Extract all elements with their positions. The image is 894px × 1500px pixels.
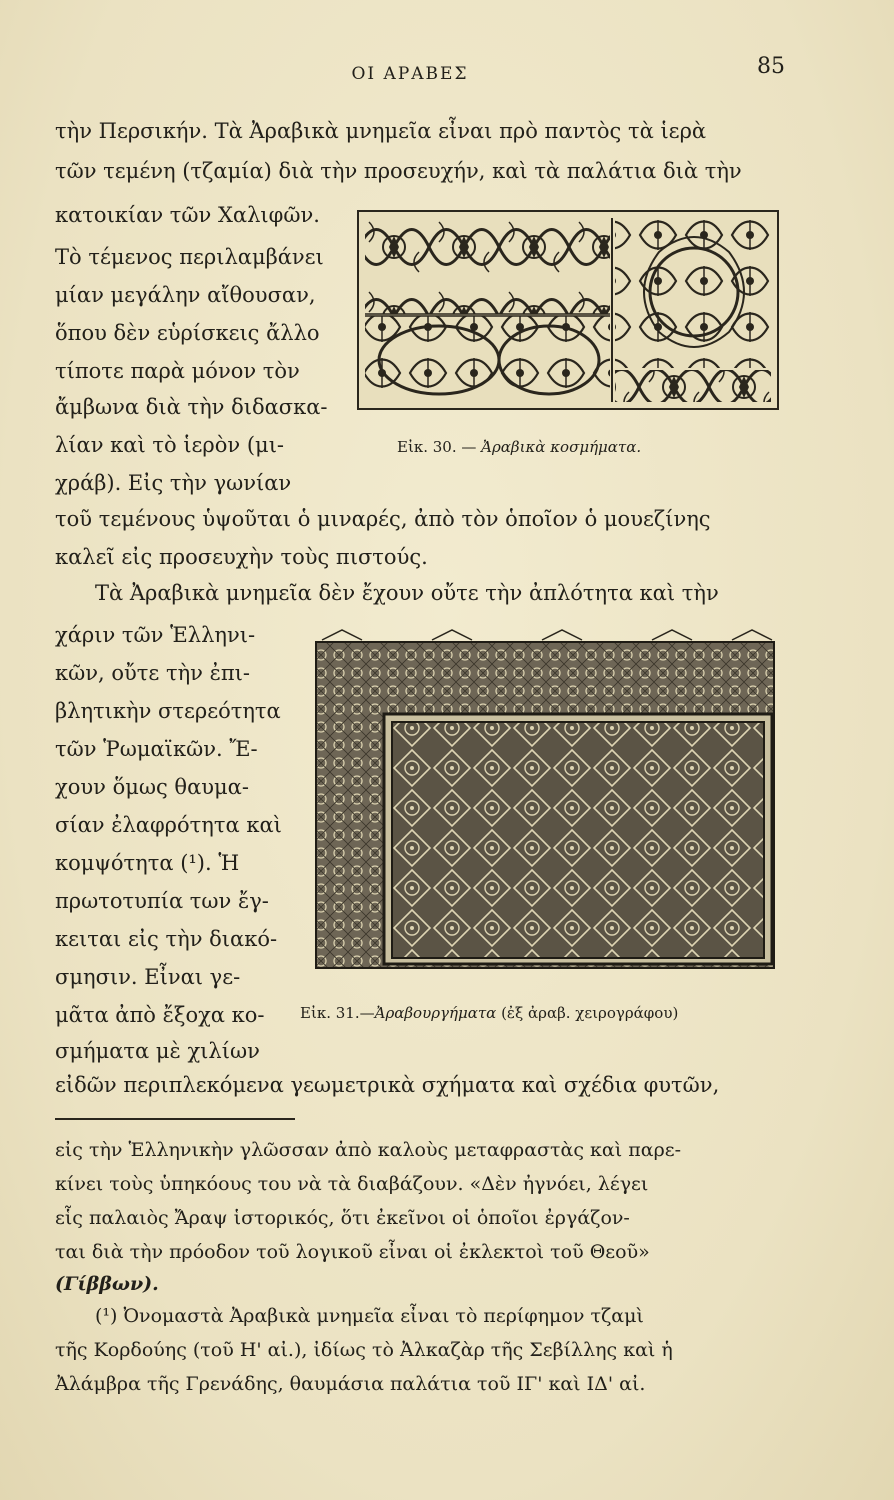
body-line: χάριν τῶν Ἑλληνι- <box>55 623 256 647</box>
body-line: λίαν καὶ τὸ ἱερὸν (μι- <box>55 433 285 457</box>
body-line: χουν ὅμως θαυμα- <box>55 775 249 799</box>
body-line: τὴν Περσικήν. Τὰ Ἀραβικὰ μνημεῖα εἶναι πρὸ παντὸς τὰ ἱερὰ <box>55 119 707 143</box>
body-line: καλεῖ εἰς προσευχὴν τοὺς πιστούς. <box>55 545 428 569</box>
footnote-line: Ἀλάμβρα τῆς Γρενάδης, θαυμάσια παλάτια τοῦ ΙΓ' καὶ ΙΔ' αἰ. <box>55 1373 646 1395</box>
footnote-line: εἷς παλαιὸς Ἄραψ ἱστορικός, ὅτι ἐκεῖνοι οἱ ὁποῖοι ἐργάζον- <box>55 1207 630 1229</box>
arabesque-ornament-image <box>359 212 777 408</box>
body-line: Τὸ τέμενος περιλαμβάνει <box>55 245 324 269</box>
body-line: σμήματα μὲ χιλίων <box>55 1039 260 1063</box>
page-number: 85 <box>757 54 785 79</box>
body-line: ἄμβωνα διὰ τὴν διδασκα- <box>55 395 328 419</box>
body-line: σμησιν. Εἶναι γε- <box>55 965 241 989</box>
body-line: πρωτοτυπία των ἔγ- <box>55 889 269 913</box>
figure-30-ornament <box>357 210 779 410</box>
footnote-rule <box>55 1118 295 1120</box>
body-line: τοῦ τεμένους ὑψοῦται ὁ μιναρές, ἀπὸ τὸν ὁποῖον ὁ μουεζίνης <box>55 507 711 531</box>
footnote-attribution: (Γίββων). <box>55 1273 159 1295</box>
body-line: κῶν, οὔτε τὴν ἐπι- <box>55 661 250 685</box>
figure-31-source: (ἐξ ἀραβ. χειρογράφου) <box>501 1004 679 1022</box>
footnote-line: κίνει τοὺς ὑπηκόους του νὰ τὰ διαβάζουν. «Δὲν ἠγνόει, λέγει <box>55 1173 649 1195</box>
footnote-line: ται διὰ τὴν πρόοδον τοῦ λογικοῦ εἶναι οἱ ἐκλεκτοὶ τοῦ Θεοῦ» <box>55 1241 650 1263</box>
figure-30-label: Εἰκ. 30. — <box>397 438 482 456</box>
body-line: τίποτε παρὰ μόνον τὸν <box>55 359 300 383</box>
body-line: Τὰ Ἀραβικὰ μνημεῖα δὲν ἔχουν οὔτε τὴν ἀπλότητα καὶ τὴν <box>95 581 719 605</box>
body-line: βλητικὴν στερεότητα <box>55 699 281 723</box>
figure-31-title: Ἀραβουργήματα <box>374 1004 497 1022</box>
body-line: κατοικίαν τῶν Χαλιφῶν. <box>55 203 320 227</box>
figure-31-ornament <box>312 628 778 976</box>
body-line: χράβ). Εἰς τὴν γωνίαν <box>55 471 292 495</box>
running-title: ΟΙ ΑΡΑΒΕΣ <box>351 64 469 84</box>
body-line: σίαν ἐλαφρότητα καὶ <box>55 813 282 837</box>
body-line: μᾶτα ἀπὸ ἔξοχα κο- <box>55 1003 265 1027</box>
figure-31-caption <box>300 1004 678 1022</box>
body-line: μίαν μεγάλην αἴθουσαν, <box>55 283 316 307</box>
footnote-line: εἰς τὴν Ἑλληνικὴν γλῶσσαν ἀπὸ καλοὺς μεταφραστὰς καὶ παρε- <box>55 1139 681 1161</box>
body-line: τῶν Ῥωμαϊκῶν. Ἔ- <box>55 737 258 761</box>
body-line: ὅπου δὲν εὑρίσκεις ἄλλο <box>55 321 320 345</box>
body-line: εἰδῶν περιπλεκόμενα γεωμετρικὰ σχήματα καὶ σχέδια φυτῶν, <box>55 1073 720 1097</box>
body-line: τῶν τεμένη (τζαμία) διὰ τὴν προσευχήν, καὶ τὰ παλάτια διὰ τὴν <box>55 159 742 183</box>
figure-30-title: Ἀραβικὰ κοσμήματα. <box>481 438 642 456</box>
body-line: κειται εἰς τὴν διακό- <box>55 927 278 951</box>
footnote-line: τῆς Κορδούης (τοῦ Η' αἰ.), ἰδίως τὸ Ἀλκαζὰρ τῆς Σεβίλλης καὶ ἡ <box>55 1339 673 1361</box>
manuscript-arabesque-image <box>312 628 778 976</box>
figure-31-label: Εἰκ. 31.— <box>300 1004 375 1022</box>
footnote-line: (¹) Ὀνομαστὰ Ἀραβικὰ μνημεῖα εἶναι τὸ περίφημον τζαμὶ <box>95 1305 644 1327</box>
body-line: κομψότητα (¹). Ἡ <box>55 851 240 875</box>
figure-30-caption <box>397 438 641 456</box>
